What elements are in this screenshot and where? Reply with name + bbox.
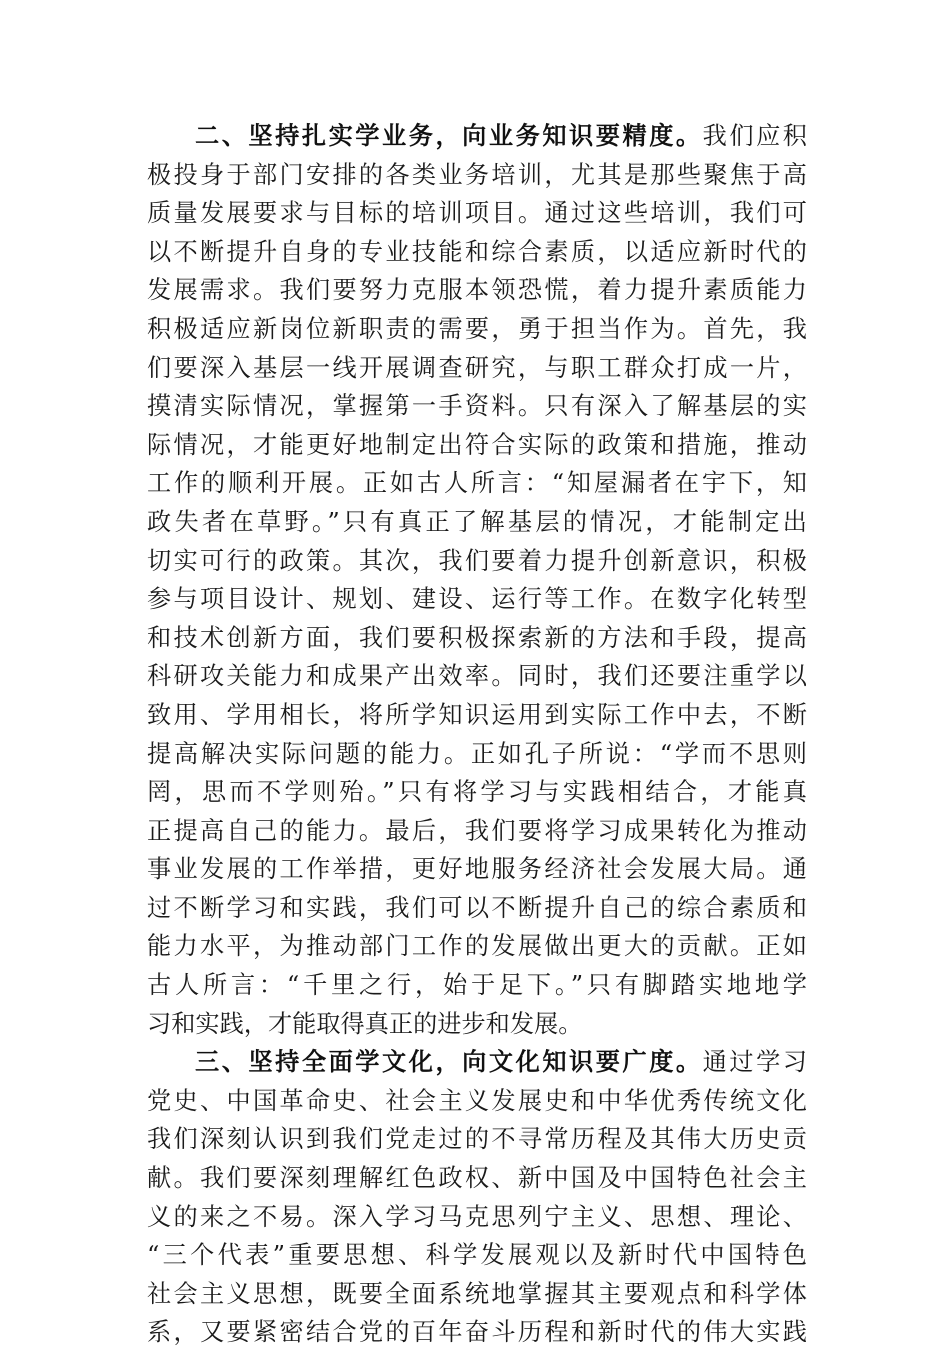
paragraph-line: 参与项目设计、规划、建设、运行等工作。在数字化转型 [147, 585, 807, 614]
paragraph-text: 我们应积 [702, 122, 807, 150]
paragraph-line: 过不断学习和实践，我们可以不断提升自己的综合素质和 [147, 893, 807, 922]
paragraph-line: 社会主义思想，既要全面系统地掌握其主要观点和科学体 [147, 1279, 807, 1308]
paragraph-line: 发展需求。我们要努力克服本领恐慌，着力提升素质能力 [147, 276, 807, 305]
paragraph-line: 事业发展的工作举措，更好地服务经济社会发展大局。通 [147, 855, 807, 884]
paragraph-line: 古人所言：“千里之行，始于足下。”只有脚踏实地地学 [147, 971, 807, 1000]
paragraph-line: 工作的顺利开展。正如古人所言：“知屋漏者在宇下，知 [147, 469, 807, 498]
paragraph-line: 和技术创新方面，我们要积极探索新的方法和手段，提高 [147, 623, 807, 652]
paragraph-line: 致用、学用相长，将所学知识运用到实际工作中去，不断 [147, 700, 807, 729]
paragraph-line: 系，又要紧密结合党的百年奋斗历程和新时代的伟大实践 [147, 1318, 807, 1347]
paragraph-line: 正提高自己的能力。最后，我们要将学习成果转化为推动 [147, 816, 807, 845]
paragraph-line: 切实可行的政策。其次，我们要着力提升创新意识，积极 [147, 546, 807, 575]
paragraph-line: 提高解决实际问题的能力。正如孔子所说：“学而不思则 [147, 739, 807, 768]
paragraph-line: 质量发展要求与目标的培训项目。通过这些培训，我们可 [147, 199, 807, 228]
paragraph-line [147, 1043, 807, 1082]
paragraph-line: 我们深刻认识到我们党走过的不寻常历程及其伟大历史贡 [147, 1125, 807, 1154]
paragraph-line: 积极适应新岗位新职责的需要，勇于担当作为。首先，我 [147, 314, 807, 343]
paragraph-line: 以不断提升自身的专业技能和综合素质，以适应新时代的 [147, 237, 807, 266]
paragraph-line: 科研攻关能力和成果产出效率。同时，我们还要注重学以 [147, 662, 807, 691]
section-heading: 二、坚持扎实学业务，向业务知识要精度。 [195, 122, 703, 150]
paragraph-line: 们要深入基层一线开展调查研究，与职工群众打成一片， [147, 353, 807, 382]
paragraph-line: 能力水平，为推动部门工作的发展做出更大的贡献。正如 [147, 932, 807, 961]
section-heading: 三、坚持全面学文化，向文化知识要广度。 [195, 1048, 703, 1077]
paragraph-line: 政失者在草野。”只有真正了解基层的情况，才能制定出 [147, 507, 807, 536]
paragraph-line: 摸清实际情况，掌握第一手资料。只有深入了解基层的实 [147, 392, 807, 421]
document-body [147, 117, 807, 1352]
paragraph-line [147, 117, 807, 156]
paragraph-line: 罔，思而不学则殆。”只有将学习与实践相结合，才能真 [147, 778, 807, 807]
paragraph-line: 党史、中国革命史、社会主义发展史和中华优秀传统文化 [147, 1086, 807, 1115]
paragraph-line: 际情况，才能更好地制定出符合实际的政策和措施，推动 [147, 430, 807, 459]
paragraph-text: 通过学习 [702, 1048, 807, 1077]
paragraph-line: 极投身于部门安排的各类业务培训，尤其是那些聚焦于高 [147, 160, 807, 189]
paragraph-line: “三个代表”重要思想、科学发展观以及新时代中国特色 [147, 1241, 807, 1270]
paragraph-line: 献。我们要深刻理解红色政权、新中国及中国特色社会主 [147, 1164, 807, 1193]
paragraph-line: 义的来之不易。深入学习马克思列宁主义、思想、理论、 [147, 1202, 807, 1231]
paragraph-line: 习和实践，才能取得真正的进步和发展。 [147, 1009, 583, 1038]
